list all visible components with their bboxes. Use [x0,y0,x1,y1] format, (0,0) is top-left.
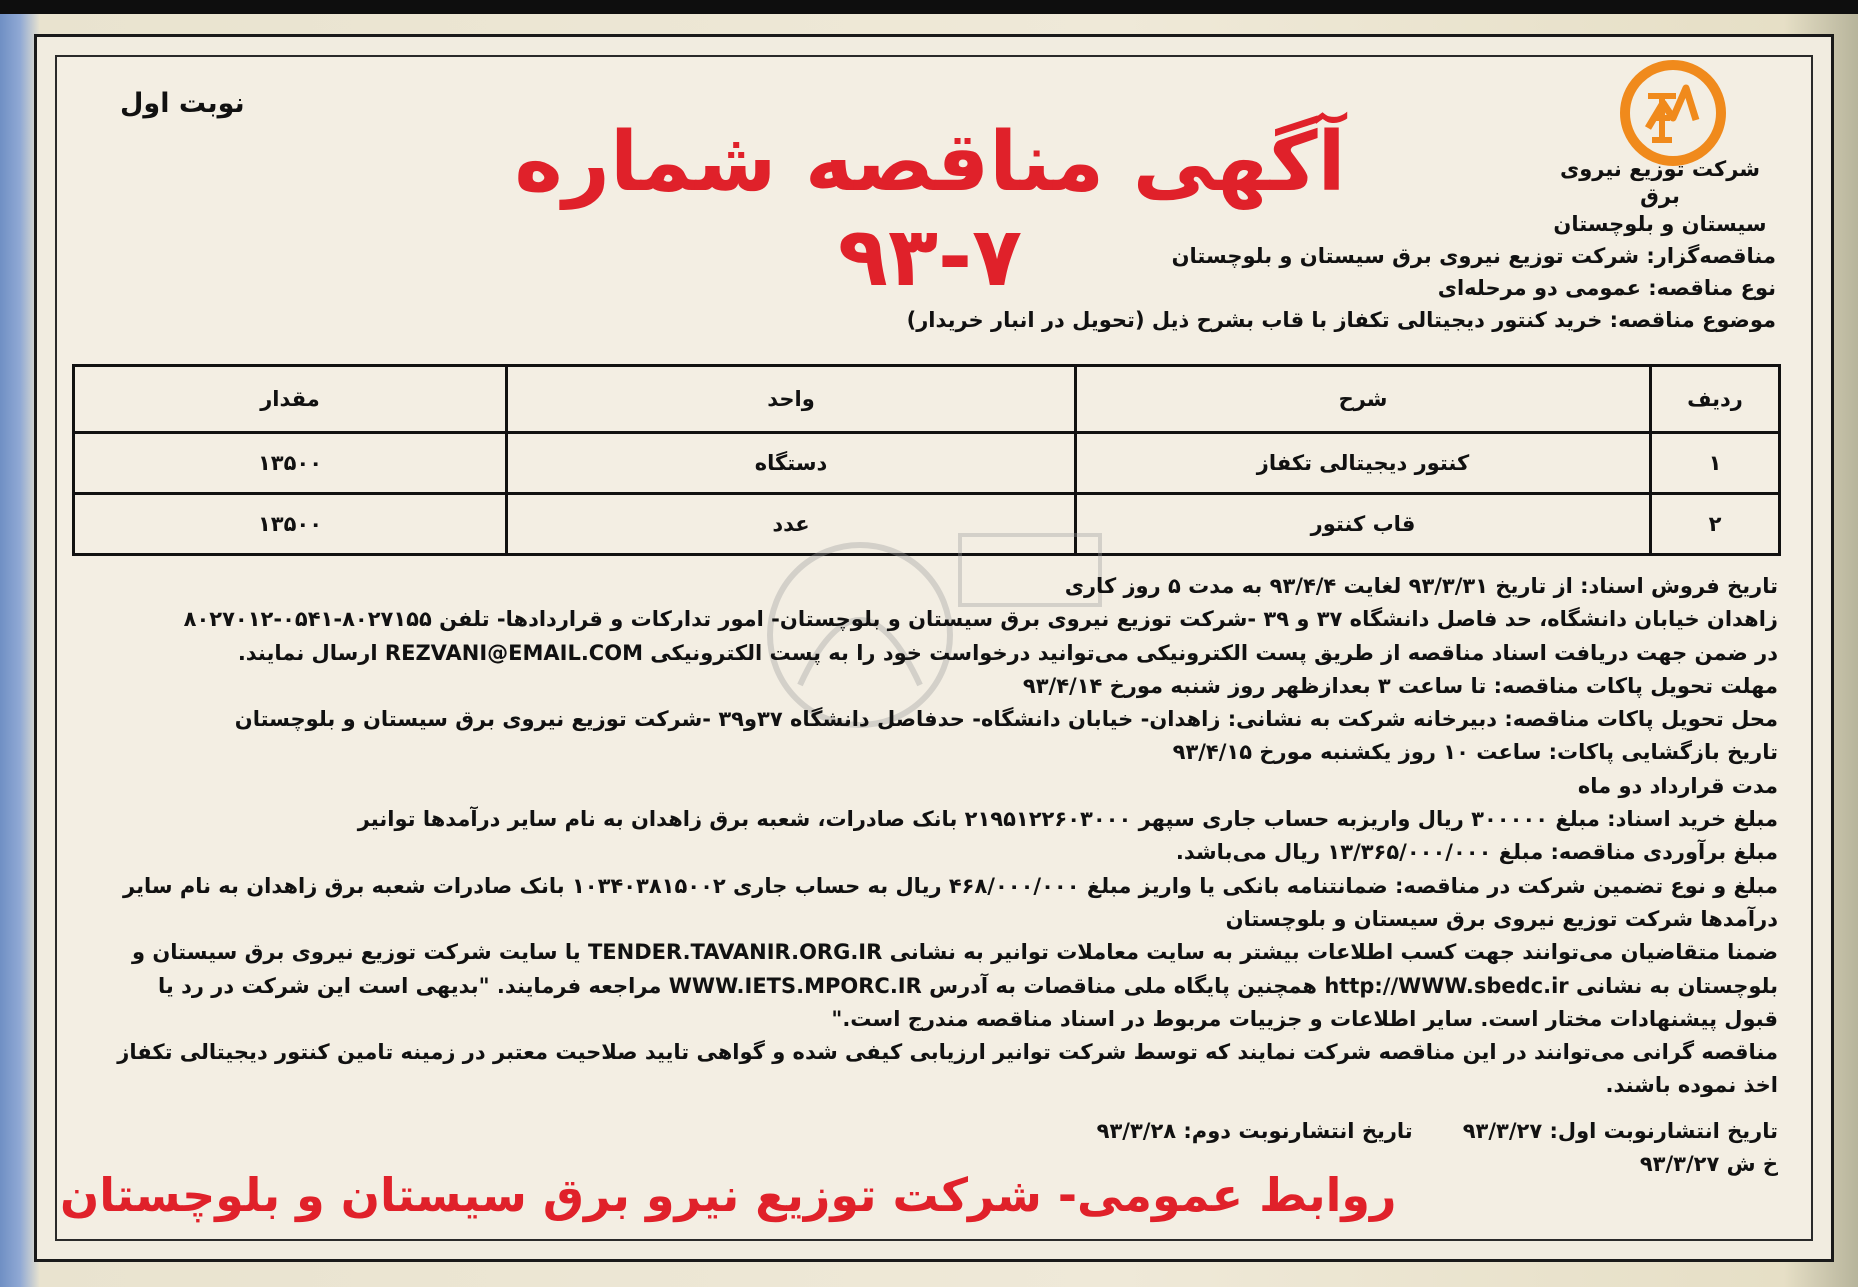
cell-row-number: ۱ [1651,433,1780,494]
footer-signature: روابط عمومی- شرکت توزیع نیرو برق سیستان و بلوچستان [60,1168,1397,1222]
company-name-line1: شرکت توزیع نیروی برق [1560,157,1760,209]
cell-description: قاب کنتور [1076,494,1651,555]
publication-dates [1097,1115,1778,1148]
info-sites-line: ضمنا متقاضیان می‌توانند جهت کسب اطلاعات بیشتر به سایت معاملات توانیر به نشانی TENDER.TAVANIR.ORG.IR یا سایت شرکت توزیع نیروی برق سیستان و بلوچستان به نشانی http://WWW.sbedc.ir همچنین پایگاه ملی مناقصات به آدرس WWW.IETS.MPORC.IR مراجعه فرمایند. "بدیهی است این شرکت در رد یا قبول پیشنهادات مختار است. سایر اطلاعات و جزییات مربوط در اسناد مناقصه مندرج است." [131,940,1778,1031]
company-name [1540,156,1780,238]
header-row-number: ردیف [1651,366,1780,433]
cell-unit: دستگاه [507,433,1076,494]
estimate-line: مبلغ برآوردی مناقصه: مبلغ ۱۳/۳۶۵/۰۰۰/۰۰۰ ریال می‌باشد. [1175,840,1778,865]
guarantee-line: مبلغ و نوع تضمین شرکت در مناقصه: ضمانتنامه بانکی یا واریز مبلغ ۴۶۸/۰۰۰/۰۰۰ ریال به حساب جاری ۱۰۳۴۰۳۸۱۵۰۰۲ بانک صادرات شعبه برق زاهدان به نام سایر درآمدها شرکت توزیع نیروی برق سیستان و بلوچستان [123,873,1778,931]
document-fee-line: مبلغ خرید اسناد: مبلغ ۳۰۰۰۰۰ ریال واریزبه حساب جاری سپهر ۲۱۹۵۱۲۲۶۰۳۰۰۰ بانک صادرات، شعبه برق زاهدان به نام سایر درآمدها توانیر [357,807,1778,832]
address-line: زاهدان خیابان دانشگاه، حد فاصل دانشگاه ۳۷ و ۳۹ -شرکت توزیع نیروی برق سیستان و بلوچستان- امور تدارکات و قراردادها- تلفن ۸۰۲۷۱۵۵-۰۵۴۱-۸۰۲۷۰۱۲ [183,607,1778,632]
turn-label: نوبت اول [120,88,245,119]
cell-description: کنتور دیجیتالی تکفاز [1076,433,1651,494]
company-name-line2: سیستان و بلوچستان [1553,211,1767,236]
page-title: آگهی مناقصه شماره ۷-۹۳ [514,115,1346,305]
email-line: در ضمن جهت دریافت اسناد مناقصه از طریق پست الکترونیکی می‌توانید درخواست خود را به پست الکترونیکی REZVANI@EMAIL.COM ارسال نمایند. [237,640,1778,665]
header-description: شرح [1076,366,1651,433]
publication-second: تاریخ انتشارنوبت دوم: ۹۳/۳/۲۸ [1096,1119,1413,1143]
cell-quantity: ۱۳۵۰۰ [74,494,507,555]
publication-first: تاریخ انتشارنوبت اول: ۹۳/۳/۲۷ [1462,1119,1778,1143]
top-edge [0,0,1858,14]
tender-details [98,570,1778,1103]
deadline-line: مهلت تحویل پاکات مناقصه: تا ساعت ۳ بعدازظهر روز شنبه مورخ ۹۳/۴/۱۴ [1022,673,1778,698]
eligibility-line: مناقصه گرانی می‌توانند در این مناقصه شرکت نمایند که توسط شرکت توانیر ارزیابی کیفی شده و گواهی تایید صلاحیت معتبر در زمینه تامین کنتور دیجیتالی تکفاز اخذ نموده باشند. [117,1040,1778,1098]
company-logo-icon [1618,58,1728,168]
opening-date-line: تاریخ بازگشایی پاکات: ساعت ۱۰ روز یکشنبه مورخ ۹۳/۴/۱۵ [1172,740,1778,765]
tender-subject-line: موضوع مناقصه: خرید کنتور دیجیتالی تکفاز با قاب بشرح ذیل (تحویل در انبار خریدار) [906,308,1776,332]
publication-code: خ ش ۹۳/۳/۲۷ [1639,1152,1778,1176]
header-quantity: مقدار [74,366,507,433]
cell-row-number: ۲ [1651,494,1780,555]
tender-type-line: نوع مناقصه: عمومی دو مرحله‌ای [1437,276,1776,300]
table-row [74,433,1780,494]
cell-quantity: ۱۳۵۰۰ [74,433,507,494]
header-unit: واحد [507,366,1076,433]
contract-duration-line: مدت قرارداد دو ماه [1577,773,1778,798]
cell-unit: عدد [507,494,1076,555]
delivery-place-line: محل تحویل پاکات مناقصه: دبیرخانه شرکت به نشانی: زاهدان- خیابان دانشگاه- حدفاصل دانشگاه ۳۷و۳۹ -شرکت توزیع نیروی برق سیستان و بلوچستان [234,707,1778,732]
tenderer-line: مناقصه‌گزار: شرکت توزیع نیروی برق سیستان و بلوچستان [1171,244,1776,268]
table-header-row [74,366,1780,433]
sale-date-line: تاریخ فروش اسناد: از تاریخ ۹۳/۳/۳۱ لغایت ۹۳/۴/۴ به مدت ۵ روز کاری [1064,574,1778,598]
